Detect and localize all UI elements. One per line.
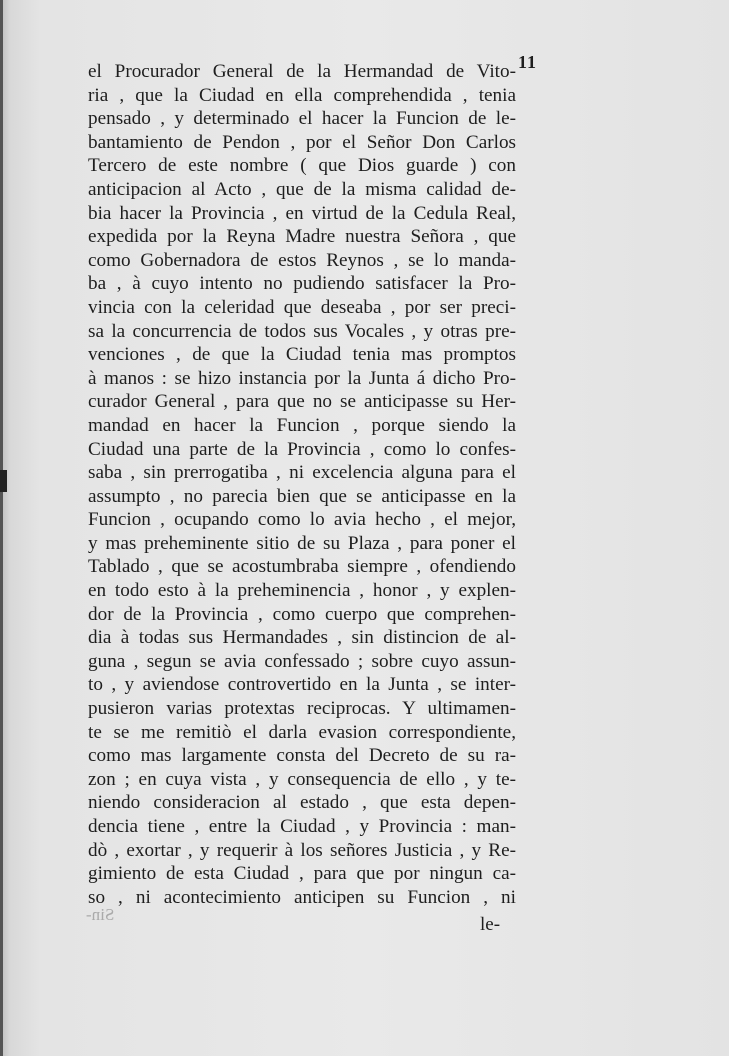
text-line: vincia con la celeridad que deseaba , por ser preci- (88, 296, 516, 318)
text-line: to , y aviendose controvertido en la Junta , se inter- (88, 674, 516, 696)
page-number: 11 (518, 52, 538, 72)
body-text (88, 60, 516, 909)
text-line: à manos : se hizo instancia por la Junta á dicho Pro- (88, 367, 516, 389)
text-line: Funcion , ocupando como lo avia hecho , el mejor, (88, 509, 516, 531)
text-line: zon ; en cuya vista , y consequencia de ello , y te- (88, 768, 516, 790)
text-line: y mas preheminente sitio de su Plaza , para poner el (88, 532, 516, 554)
text-line: expedida por la Reyna Madre nuestra Señora , que (88, 226, 516, 248)
text-line: te se me remitiò el darla evasion correspondiente, (88, 721, 516, 743)
page-edge (0, 0, 3, 1056)
text-line: gimiento de esta Ciudad , para que por ningun ca- (88, 863, 516, 885)
bleed-through-text: Sin- (86, 905, 115, 924)
text-line: como mas largamente consta del Decreto de su ra- (88, 745, 516, 767)
text-line: dor de la Provincia , como cuerpo que comprehen- (88, 603, 516, 625)
text-line: en todo esto à la preheminencia , honor , y explen- (88, 580, 516, 602)
text-line: ria , que la Ciudad en ella comprehendida , tenia (88, 84, 516, 106)
text-line: anticipacion al Acto , que de la misma calidad de- (88, 178, 516, 200)
text-line: venciones , de que la Ciudad tenia mas promptos (88, 344, 516, 366)
catchword: le- (480, 914, 501, 935)
text-line: bia hacer la Provincia , en virtud de la Cedula Real, (88, 202, 516, 224)
text-line: so , ni acontecimiento anticipen su Funcion , ni (88, 886, 516, 908)
text-line: guna , segun se avia confessado ; sobre cuyo assun- (88, 650, 516, 672)
text-line: dencia tiene , entre la Ciudad , y Provincia : man- (88, 816, 516, 837)
text-line: ba , à cuyo intento no pudiendo satisfacer la Pro- (88, 273, 516, 295)
text-line: pusieron varias protextas reciprocas. Y ultimamen- (88, 698, 516, 720)
text-line: sa la concurrencia de todos sus Vocales , y otras pre- (88, 320, 516, 342)
text-line: curador General , para que no se anticipasse su Her- (88, 391, 516, 413)
text-line: mandad en hacer la Funcion , porque siendo la (88, 414, 516, 436)
text-line: Ciudad una parte de la Provincia , como lo confes- (88, 438, 516, 460)
text-line: niendo consideracion al estado , que esta depen- (88, 792, 516, 814)
text-line: el Procurador General de la Hermandad de Vito- (88, 61, 516, 82)
text-line: como Gobernadora de estos Reynos , se lo manda- (88, 249, 516, 271)
binding-mark (0, 470, 7, 492)
text-line: pensado , y determinado el hacer la Funcion de le- (88, 108, 516, 130)
text-line: bantamiento de Pendon , por el Señor Don Carlos (88, 131, 516, 153)
text-line: dia à todas sus Hermandades , sin distincion de al- (88, 627, 516, 649)
text-line: Tablado , que se acostumbraba siempre , ofendiendo (88, 556, 516, 578)
text-line: dò , exortar , y requerir à los señores Justicia , y Re- (88, 839, 516, 861)
text-line: saba , sin prerrogatiba , ni excelencia alguna para el (88, 462, 516, 484)
text-line: assumpto , no parecia bien que se anticipasse en la (88, 485, 516, 507)
text-line: Tercero de este nombre ( que Dios guarde ) con (88, 155, 516, 177)
